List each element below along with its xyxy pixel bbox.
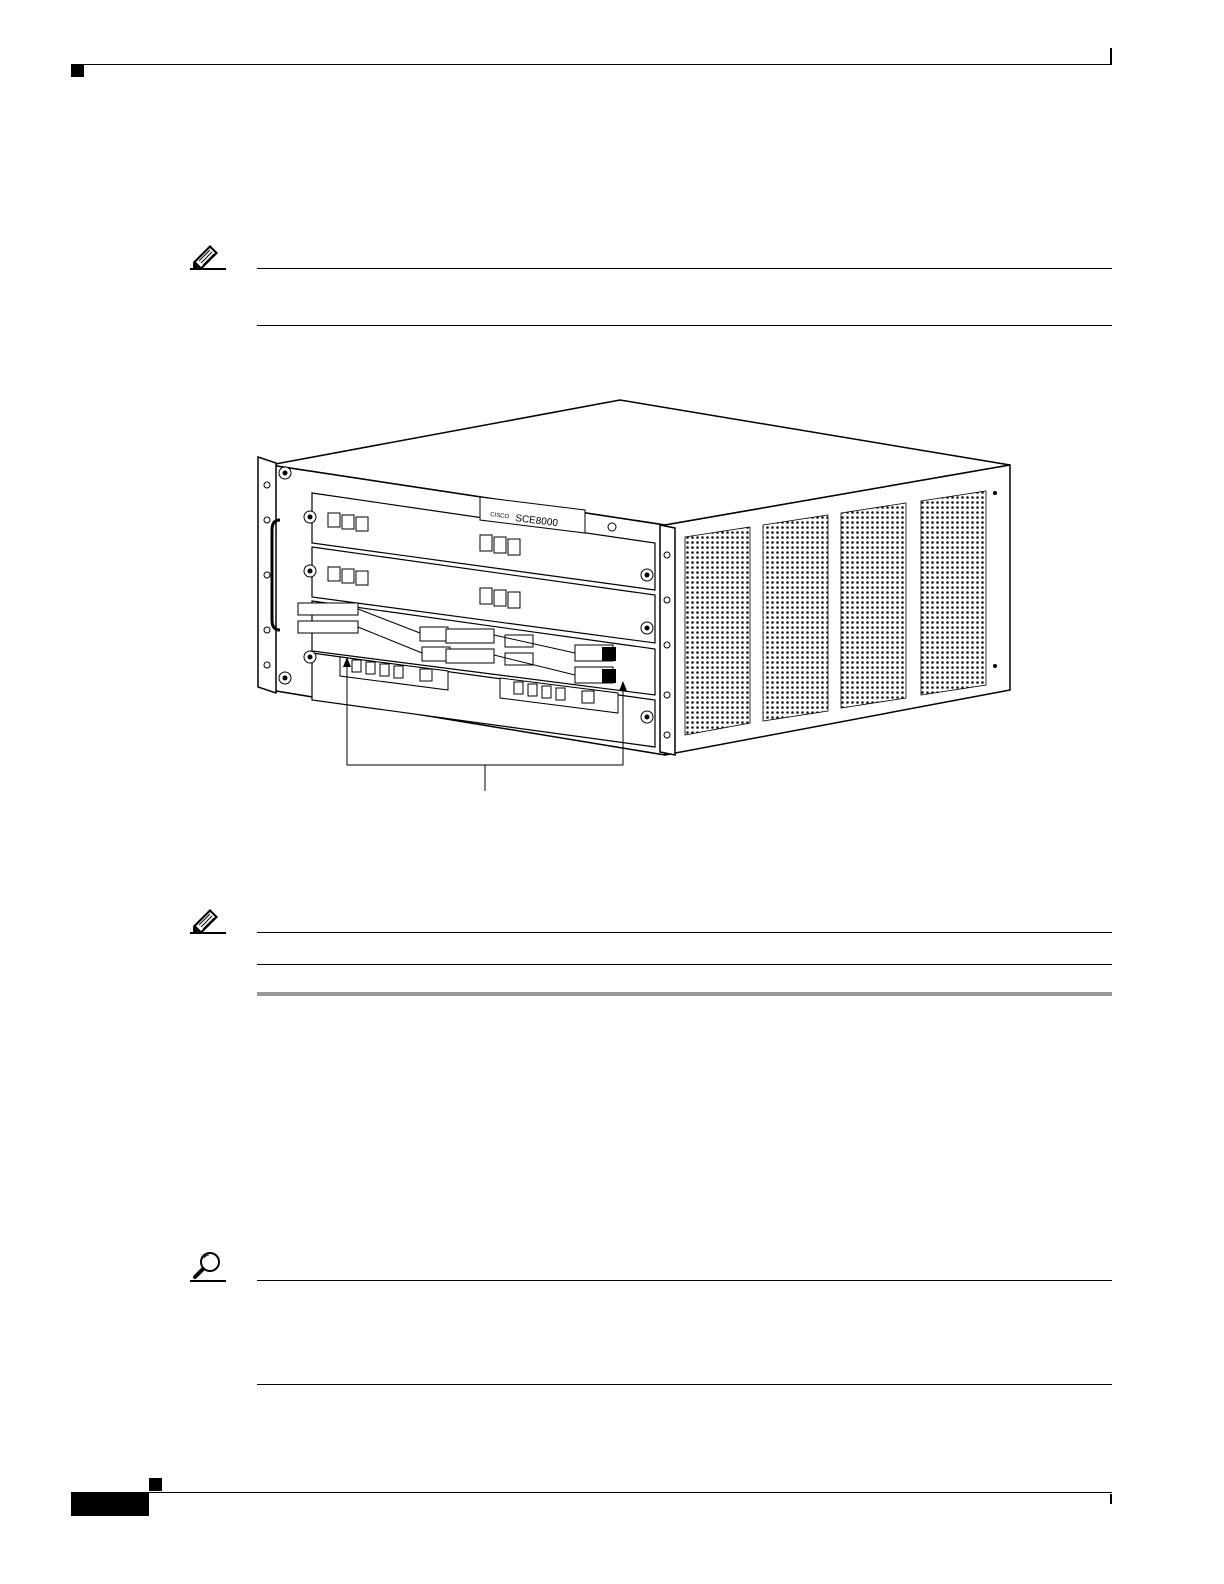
header-rule <box>84 64 1112 65</box>
header-right-tick <box>1110 48 1112 64</box>
tip-icon <box>190 1250 226 1282</box>
note2-bottom-rule <box>257 964 1112 965</box>
footer-page-block <box>71 1492 149 1516</box>
cisco-logo-text: CISCO <box>489 512 510 521</box>
footer-right-tick <box>1110 1494 1112 1504</box>
procedure-end-rule <box>257 992 1112 996</box>
note-icon <box>190 242 226 270</box>
footer-rule <box>71 1492 1112 1493</box>
chassis-figure <box>250 395 1020 795</box>
tip-top-rule <box>257 1280 1112 1281</box>
note-top-rule <box>257 268 1112 269</box>
tip-bottom-rule <box>257 1384 1112 1385</box>
note-icon-2 <box>190 906 226 934</box>
note-bottom-rule <box>257 325 1112 326</box>
model-label: SCE8000 <box>514 513 559 530</box>
note2-top-rule <box>257 932 1112 933</box>
footer-square-marker <box>149 1478 162 1491</box>
header-square-marker <box>71 64 84 77</box>
